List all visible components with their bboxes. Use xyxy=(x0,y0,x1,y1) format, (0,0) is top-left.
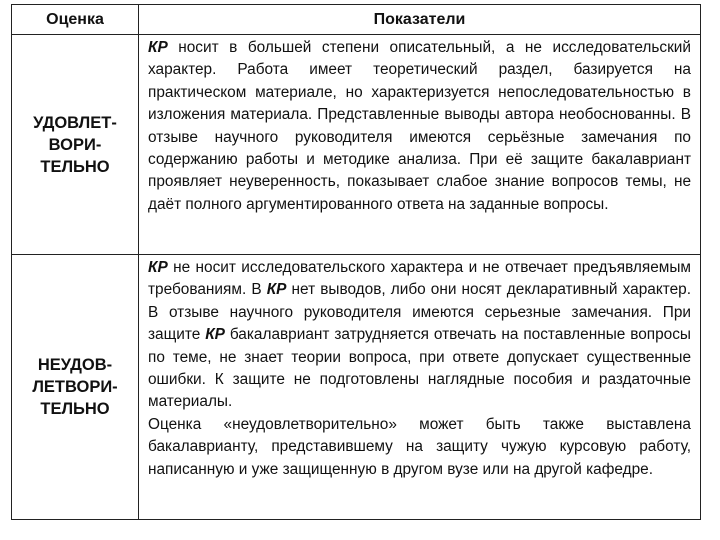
criteria-text: бакалавриант затрудняется отвечать на поставленные вопросы по теме, не знает теории вопроса, при ответе допускает существенные ошибки. К защите не подготовлены наглядные пособия и раздаточные материалы. xyxy=(148,326,691,411)
criteria-text: носит в большей степени описательный, а не исследовательский характер. Работа имеет теоретический раздел, базируется на практическом материале, но характеризуется непоследовательностью в изложения материала. Представленные выводы автора необоснованны. В отзыве научного руководителя имеются серьёзные замечания по содержанию работы и методике анализа. При её защите бакалавриант проявляет неуверенность, показывает слабое знание вопросов темы, не даёт полного аргументированного ответа на заданные вопросы. xyxy=(148,39,691,213)
table-row-satisfactory xyxy=(12,35,701,255)
grade-label-line: НЕУДОВ- xyxy=(37,356,113,374)
grade-label-line: ЛЕТВОРИ- xyxy=(32,378,118,396)
grading-criteria-table xyxy=(11,4,701,520)
grade-label-line: ВОРИ- xyxy=(48,135,102,154)
grade-cell-satisfactory xyxy=(12,35,139,255)
criteria-cell-unsatisfactory xyxy=(139,255,701,520)
grade-label-line: ТЕЛЬНО xyxy=(40,400,110,418)
kr-abbreviation: КР xyxy=(266,281,287,299)
criteria-column-header: Показатели xyxy=(139,5,701,35)
grade-cell-unsatisfactory xyxy=(12,255,139,520)
grade-label-line: ТЕЛЬНО xyxy=(40,157,110,176)
table-header-row xyxy=(12,5,701,35)
table-row-unsatisfactory xyxy=(12,255,701,520)
grade-label-line: УДОВЛЕТ- xyxy=(33,113,117,132)
kr-abbreviation: КР xyxy=(205,326,225,344)
criteria-text: нет выводов, либо они носят декларативный характер. В отзыве научного руководителя имеются серьезные замечания. При защите xyxy=(148,281,692,344)
criteria-paragraph xyxy=(148,257,691,414)
criteria-text: не носит исследовательского характера и не отвечает предъявляемым требованиям. В xyxy=(148,259,691,299)
kr-abbreviation: КР xyxy=(148,39,168,56)
criteria-cell-satisfactory xyxy=(139,35,701,255)
criteria-paragraph xyxy=(148,37,691,216)
criteria-paragraph-note: Оценка «неудовлетворительно» может быть также выставлена бакалаврианту, представившему на защиту чужую курсовую работу, написанную и уже защищенную в другом вузе или на другой кафедре. xyxy=(148,415,691,478)
kr-abbreviation: КР xyxy=(148,259,168,276)
grade-column-header: Оценка xyxy=(12,5,139,35)
